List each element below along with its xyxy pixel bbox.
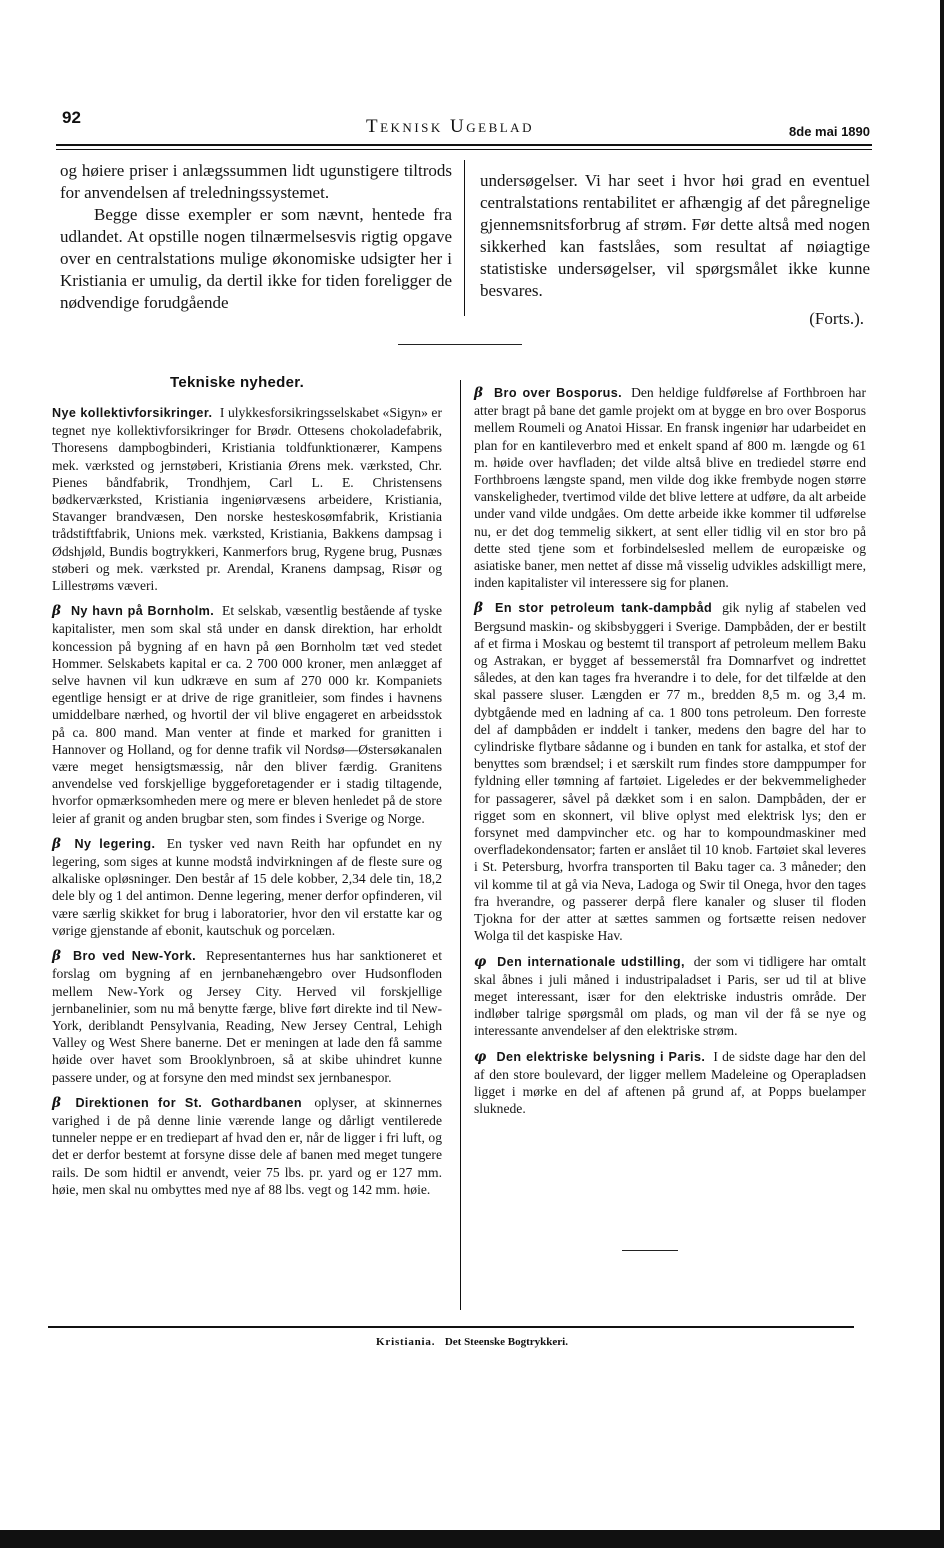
news-item-heading: Ny legering. — [74, 836, 156, 851]
news-item — [52, 1094, 442, 1198]
news-item — [474, 1048, 866, 1118]
news-item-text: gik nylig af stabelen ved Bergsund maskin- og skibsbyggeri i Sverige. Dampbåden, der er bestilt af et firma i Moskau og bestemt til transport af petroleum mellem Baku og Astrakan, er bygget af bessemerstål fra Domnarfvet og indrettet således, at den kan tages fra hverandre i to dele, for det tilfælde at den skal passere sluser. Længden er 77 m., bredden 8,5 m. og 3,4 m. dybtgående med en ladning af ca. 1 800 tons petroleum. Den forreste del af dampbåden er inddelt i tanker, medens den bagre del har to cylindriske flytbare sådanne og i bunden en tank for astalka, et stof der benyttes som brændsel; i et særskilt rum findes store damppumper for fyldning eller tømning af fartøiet. Ligeledes er der bekvemmeligheder for passagerer, såvel på dækket som i en salon. Dampbåden, der er rigget som en skonnert, vil blive oplyst med elektrisk lys; den er forsynet med dampvincher etc. og har to kompoundmaskiner med overfladekondensator; farten er anslået til 10 knob. Fartøiet skal leveres i St. Petersburg, hvorfra transporten til Baku tager ca. 3 måneder; den vil komme til at gå via Neva, Ladoga og Swir til Onega, hvor den tages fra hverandre, og passerer derpå flere kanaler og sluser til floden Tjokna for der atter at sættes sammen og fortsætte reisen nedover Wolga til det kaspiske Hav. — [474, 600, 867, 944]
page-number: 92 — [62, 108, 81, 127]
news-item-heading: Bro over Bosporus. — [494, 386, 623, 400]
column-end-rule — [622, 1250, 678, 1251]
imprint — [0, 1336, 944, 1348]
news-item-text: Et selskab, væsentlig bestående af tyske kapitalister, men som skal stå under en dansk direktion, har erholdt koncession på bygning af en havn på øen Bornholm tæt ved stedet Hommer. Selskabets kapital er ca. 2 700 000 kroner, men anlægget af selve havnen vil kun udkræve en sum af 270 000 kr. Kompaniets egentlige hensigt er at drive de rige granitleier, som findes i havnens umiddelbare nærhed, og hvortil der vil blive engageret en arbeidsstok på ca. 800 mand. Man venter at finde et marked for granitten i Hannover og Holland, og for denne trafik vil Nordsø—Østersøkanalen være meget hensigtsmæssig, når den bliver færdig. Granitens anvendelse ved forskjellige byggeforetagender er i stadig tiltagende, hvorfor opmærksomheden mere og mere er bleven henledet på de store leier af granit og anden brugbar sten, som findes i Sverige og Norge. — [52, 603, 442, 826]
news-item — [52, 947, 442, 1086]
news-item-text: En tysker ved navn Reith har opfundet en ny legering, som siges at kunne modstå indvirkningen af de fleste sure og alkaliske opløsninger. Den består af 15 dele kobber, 2,34 dele tin, 18,2 dele bly og 1 del antimon. Denne legering, mener derfor opfinderen, vil være særlig skikket for brug i laboratorier, hvor den vil erstatte kar og vørige gjenstande af ebonit, kautschuk og porcelæn. — [52, 835, 442, 938]
item-marker: φ — [474, 953, 487, 970]
news-item-text: oplyser, at skinnernes varighed i de på denne linie værende lange og dårligt ventilerede tunneler neppe er en trediepart af hvad den er, når de ligger i fri luft, og det er derfor bestemt at forsyne disse dele af banen med meget tungere rails. De som hidtil er anvendt, veier 75 lbs. pr. yard og er 127 mm. høie, men skal nu ombyttes med nye af 88 lbs. vegt og 142 mm. høie. — [52, 1094, 442, 1197]
news-item-heading: Bro ved New-York. — [73, 949, 196, 964]
news-item-text: Den heldige fuldførelse af Forthbroen har atter bragt på bane det gamle projekt om at bygge en bro over Bosporus mellem Roumeli og Anatoi Hissar. En fransk ingeniør har udarbeidet en plan for en kantileverbro med et enkelt spand af 800 m. længde og 61 m. høide over havfladen; det vilde altså blive en trediedel større end Forthbroens længste spand, men vilde dog ikke frembyde nogen større vanskeligheder, tvertimod vilde det blive lettere at udføre, da alt arbeide under vand vilde undgåes. Om dette arbeide ikke kommer til udførelse nu, er det dog temmelig sikkert, at sent eller tidlig vil en stor bro på dette sted tjene som et forbindelsesled mellem de europæiske og asiatiske baner, men nettet af disse må visselig udvikles adskilligt mere, inden kapitalister vil interessere sig for planen. — [474, 385, 867, 591]
top-left-paragraph-2: Begge disse exempler er som nævnt, hentede fra udlandet. At opstille nogen tilnærmelsesvis rigtig opgave over en centralstations mulige økonomiske udsigter her i Kristiania er umulig, da dertil ikke for tiden foreligger de nødvendige forudgående — [60, 205, 452, 312]
scan-right-edge — [940, 0, 944, 1548]
header-rule-thin — [56, 149, 872, 150]
item-marker: β — [52, 1094, 62, 1111]
news-item — [52, 835, 442, 939]
news-item-text: I de sidste dage har den del af den store boulevard, der ligger mellem Madeleine og Operapladsen ligget i mørke en del af aftenen på grund af, at Popps buelamper sluknede. — [474, 1048, 866, 1117]
item-marker: β — [474, 385, 484, 401]
news-item-text: Representanternes hus har sanktioneret et forslag om bygning af en jernbanehængebro over Hudsonfloden mellem New-York og Jersey City. Herved vil forskjellige jernbanelinier, som nu må benytte færge, blive ført direkte ind til New-York, deriblandt Pensylvania, Reading, New Jersey Central, Lehigh Valley og West Shere banerne. Det er meningen at lade den få samme høide over havet som Brooklynbroen, så at skibe uhindret kunne passere under, og at forsyne den med mindst sex jernbanespor. — [52, 948, 442, 1085]
header-rule-thick — [56, 144, 872, 146]
imprint-place: Kristiania. — [376, 1336, 436, 1348]
top-left-column — [60, 160, 452, 314]
news-item-heading: Nye kollektivforsikringer. — [52, 406, 213, 420]
journal-title: Teknisk Ugeblad — [366, 116, 534, 137]
imprint-printer: Det Steenske Bogtrykkeri. — [444, 1336, 568, 1348]
section-separator — [398, 344, 522, 345]
news-item — [474, 384, 866, 591]
top-right-paragraph: undersøgelser. Vi har seet i hvor høi grad en eventuel centralstations rentabilitet er afhængig af det påregnelige gjennemsnitsforbrug af strøm. Før dette altså med nogen sikkerhed kan fastslåes, som resultat af nøiagtige statistiske undersøgelser, vil spørgsmålet ikke kunne besvares. — [480, 171, 870, 300]
item-marker: β — [52, 603, 62, 620]
top-column-divider — [464, 160, 465, 316]
news-left-column — [52, 404, 442, 1206]
news-item — [474, 953, 866, 1040]
continued-note: (Forts.). — [809, 309, 864, 328]
news-section-title: Tekniske nyheder. — [170, 374, 305, 391]
issue-date: 8de mai 1890 — [789, 124, 870, 139]
news-item-heading: Den elektriske belysning i Paris. — [496, 1049, 706, 1064]
news-item — [474, 599, 866, 944]
news-item-text: I ulykkesforsikringsselskabet «Sigyn» er tegnet nye kollektivforsikringer for Brødr. Ottesens chokoladefabrik, Thoresens dampbogbinderi, Kristiania toldfunktionærer, Kampens mek. værksted og jernstøberi, Kristiania Ørens mek. værksted, Chr. Pienes båndfabrik, Trondhjem, Carl L. E. Christensens bødkerværksted, Kristiania ingeniørvæsens arbeidere, Kristiania, Stavanger brandvæsen, Den norske hesteskosømfabrik, Kristiania trådstiftfabrik, Unions mek. værksted, Kristiania, Bakkens dampsag i Ødshjøld, Bundis bogtrykkeri, Kanmerfors brug, Rygene brug, Pusnæs støberi og mek. værksted pr. Arendal, Kranens dampsag, Risør og Lillestrøms væveri. — [52, 405, 442, 594]
news-item-heading: Direktionen for St. Gothardbanen — [75, 1095, 302, 1110]
news-right-column — [474, 384, 866, 1125]
news-item-text: der som vi tidligere har omtalt skal åbnes i juli måned i industripaladset i Paris, ser ud til at blive meget interessant, især for den elektriske industris område. Der indløber talrige spørgsmål om plads, og man vil der få se nye og interessante anvendelser af den elektriske strøm. — [474, 953, 866, 1039]
news-item-heading: Den internationale udstilling, — [497, 954, 685, 969]
news-item-heading: Ny havn på Bornholm. — [70, 604, 215, 619]
news-item — [52, 602, 442, 827]
news-item — [52, 404, 442, 594]
top-right-column — [480, 170, 870, 330]
news-column-divider — [460, 380, 461, 1310]
item-marker: β — [474, 600, 484, 617]
item-marker: φ — [474, 1048, 487, 1065]
footer-rule — [48, 1326, 854, 1328]
top-left-paragraph-1: og høiere priser i anlægssummen lidt ugunstigere tiltrods for anvendelsen af treledningssystemet. — [60, 161, 452, 202]
item-marker: β — [52, 835, 62, 852]
news-item-heading: En stor petroleum tank-dampbåd — [495, 601, 713, 616]
scan-bottom-edge — [0, 1530, 944, 1548]
item-marker: β — [52, 948, 62, 965]
